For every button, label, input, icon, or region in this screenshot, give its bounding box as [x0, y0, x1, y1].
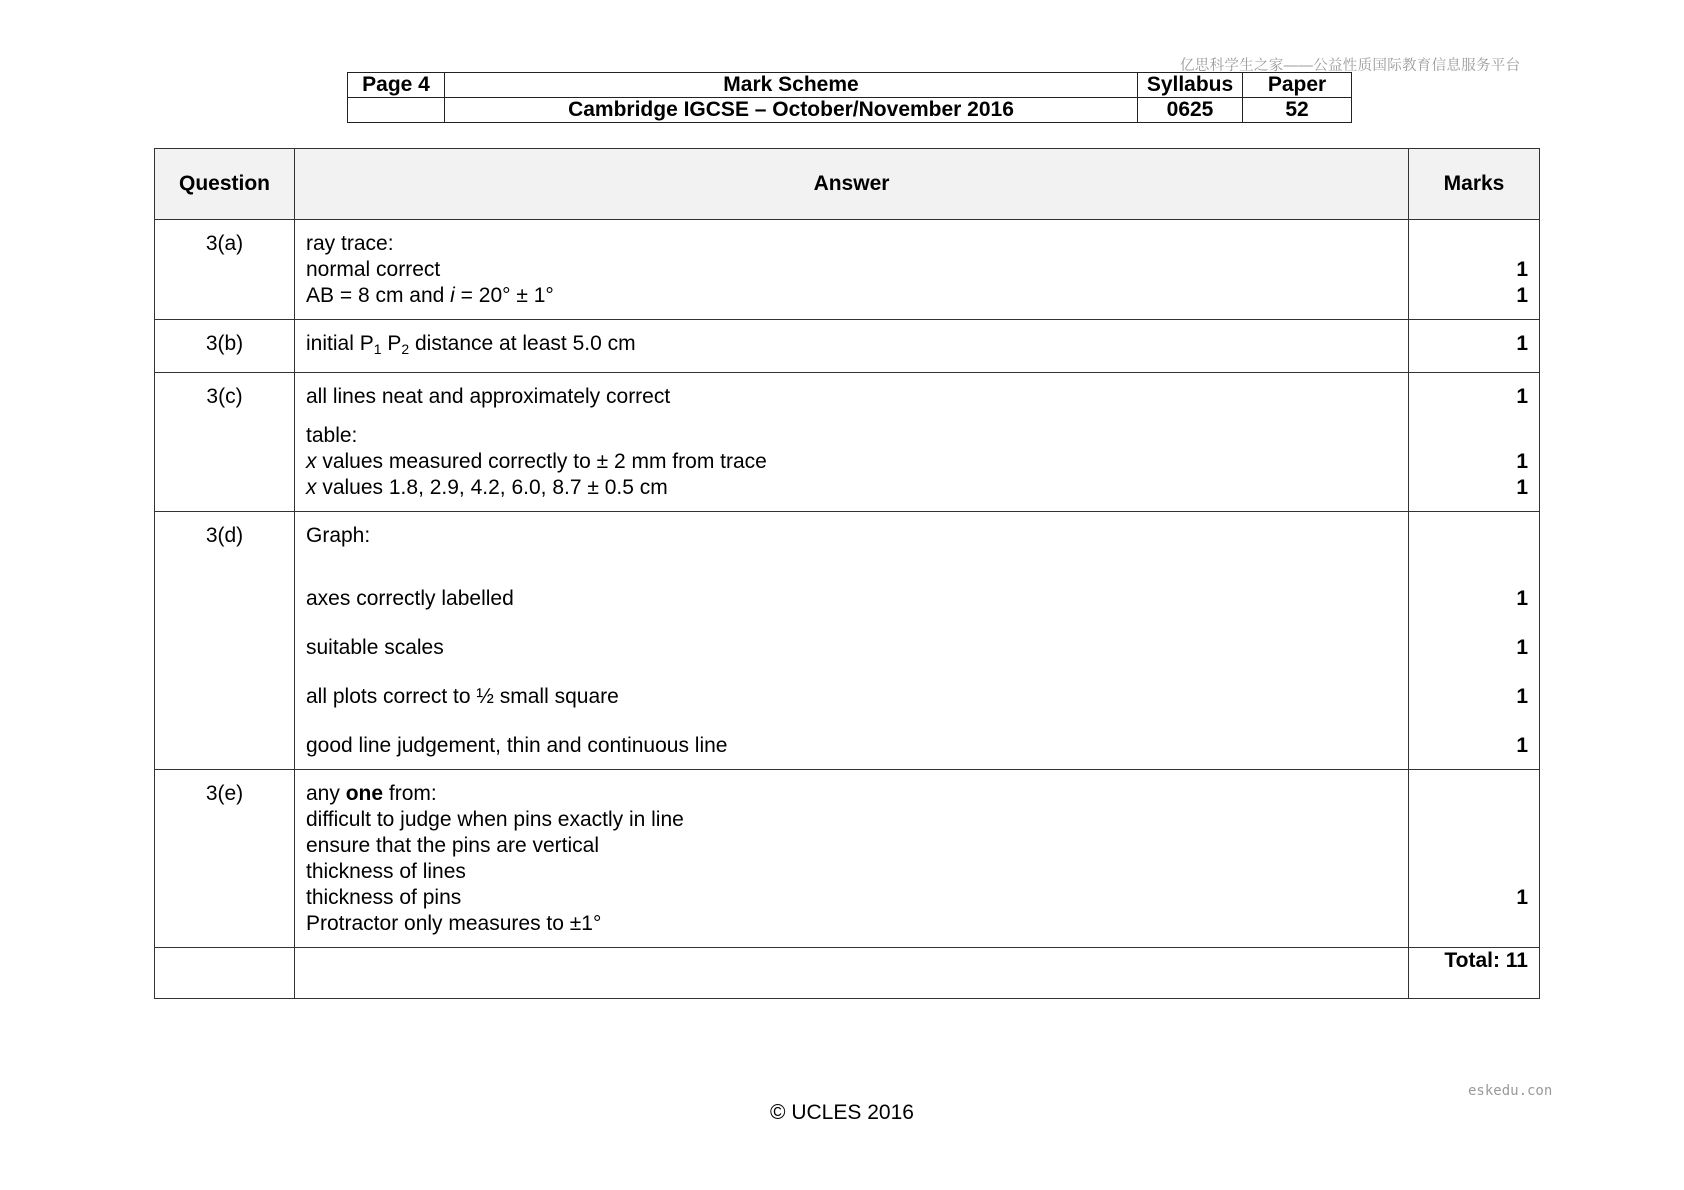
- answer-line: ensure that the pins are vertical: [306, 834, 599, 857]
- mark-scheme-table: [154, 148, 1540, 999]
- paper-value: 52: [1243, 98, 1352, 123]
- answer-line: Protractor only measures to ±1°: [306, 912, 602, 935]
- question-number: 3(d): [155, 512, 295, 770]
- watermark-bottom: eskedu.con: [1468, 1083, 1553, 1099]
- answer-line: normal correct: [306, 258, 441, 281]
- mark-value: 1: [1516, 886, 1528, 909]
- answer-cell: [295, 770, 1409, 948]
- table-row: [155, 373, 1540, 512]
- total-marks: Total: 11: [1409, 948, 1540, 999]
- syllabus-label: Syllabus: [1138, 73, 1243, 98]
- mark-value: 1: [1516, 587, 1528, 610]
- mark-value: 1: [1516, 734, 1528, 757]
- mark-value: 1: [1516, 258, 1528, 281]
- total-row-answer-cell: [295, 948, 1409, 999]
- total-row-question-cell: [155, 948, 295, 999]
- answer-line: all lines neat and approximately correct: [306, 385, 671, 408]
- marks-cell: [1409, 373, 1540, 512]
- answer-line: AB = 8 cm and i = 20° ± 1°: [306, 284, 554, 307]
- marks-cell: [1409, 770, 1540, 948]
- mark-value: 1: [1516, 284, 1528, 307]
- watermark-top: 亿思科学生之家——公益性质国际教育信息服务平台: [1180, 58, 1521, 74]
- mark-value: 1: [1516, 636, 1528, 659]
- marks-cell: [1409, 220, 1540, 320]
- column-header-marks: Marks: [1409, 149, 1540, 220]
- answer-line: axes correctly labelled: [306, 587, 514, 610]
- table-row: [155, 220, 1540, 320]
- column-header-answer: Answer: [295, 149, 1409, 220]
- mark-value: 1: [1516, 685, 1528, 708]
- document-title: Mark Scheme: [445, 73, 1138, 98]
- answer-line: difficult to judge when pins exactly in line: [306, 808, 684, 831]
- answer-cell: [295, 373, 1409, 512]
- header-table: [347, 72, 1352, 123]
- table-header-row: [155, 149, 1540, 220]
- answer-line: suitable scales: [306, 636, 444, 659]
- copyright-footer: © UCLES 2016: [770, 1101, 914, 1124]
- marks-cell: [1409, 512, 1540, 770]
- answer-line: Graph:: [306, 524, 371, 547]
- question-number: 3(e): [155, 770, 295, 948]
- answer-line: x values 1.8, 2.9, 4.2, 6.0, 8.7 ± 0.5 cm: [306, 476, 668, 499]
- answer-line: any one from:: [306, 782, 437, 805]
- answer-cell: [295, 220, 1409, 320]
- answer-line: ray trace:: [306, 232, 394, 255]
- paper-label: Paper: [1243, 73, 1352, 98]
- question-number: 3(a): [155, 220, 295, 320]
- mark-value: 1: [1516, 450, 1528, 473]
- table-row: [155, 512, 1540, 770]
- answer-line: all plots correct to ½ small square: [306, 685, 619, 708]
- answer-line: good line judgement, thin and continuous line: [306, 734, 728, 757]
- syllabus-value: 0625: [1138, 98, 1243, 123]
- answer-line: initial $P_1$ $P_2$ distance at least 5.0 cm: [306, 332, 636, 357]
- mark-value: 1: [1516, 332, 1528, 355]
- answer-line: x values measured correctly to ± 2 mm from trace: [306, 450, 767, 473]
- column-header-question: Question: [155, 149, 295, 220]
- table-row: [155, 320, 1540, 373]
- answer-line: table:: [306, 424, 358, 447]
- mark-value: 1: [1516, 385, 1528, 408]
- page-label: Page 4: [348, 73, 445, 98]
- answer-line: thickness of pins: [306, 886, 462, 909]
- question-number: 3(b): [155, 320, 295, 373]
- answer-line: thickness of lines: [306, 860, 466, 883]
- total-row: [155, 948, 1540, 999]
- document-subtitle: Cambridge IGCSE – October/November 2016: [445, 98, 1138, 123]
- table-row: [155, 770, 1540, 948]
- question-number: 3(c): [155, 373, 295, 512]
- page-blank-cell: [348, 98, 445, 123]
- answer-cell: [295, 320, 1409, 373]
- marks-cell: [1409, 320, 1540, 373]
- mark-value: 1: [1516, 476, 1528, 499]
- answer-cell: [295, 512, 1409, 770]
